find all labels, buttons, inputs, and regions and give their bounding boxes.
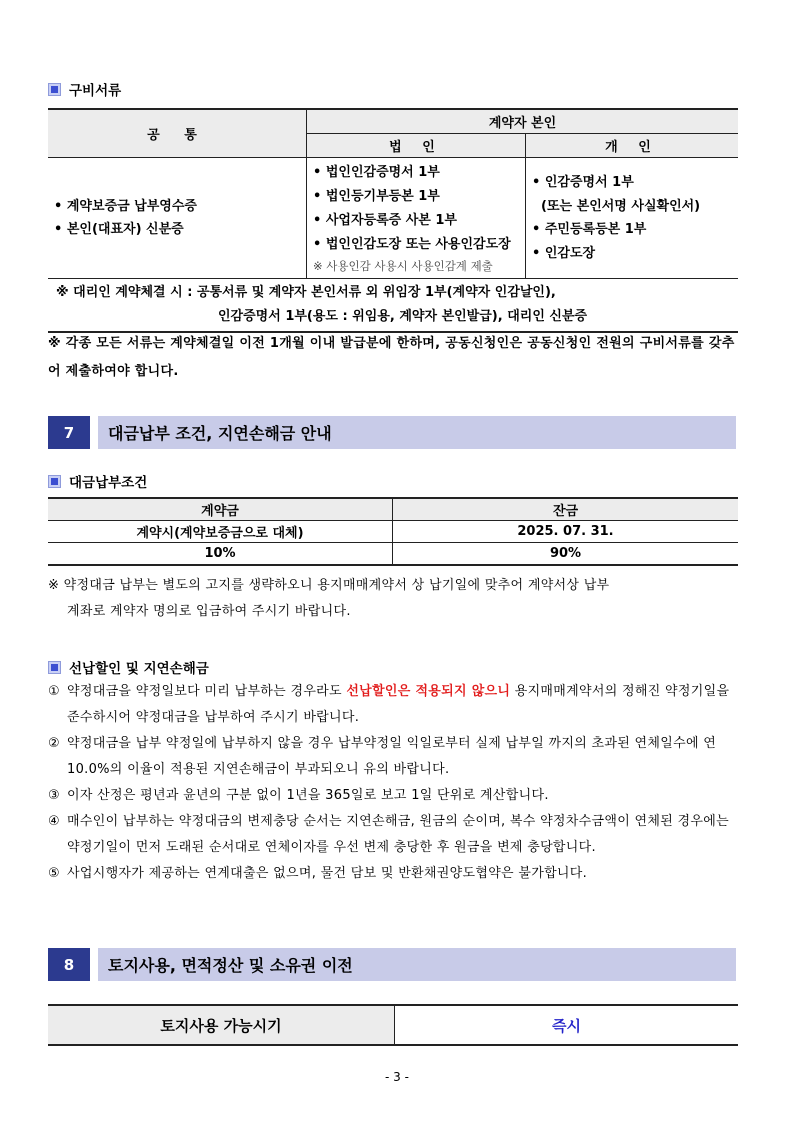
- docs-heading: 구비서류: [48, 79, 121, 99]
- corp-note: ※ 사용인감 사용시 사용인감계 제출: [313, 259, 493, 273]
- section-number: 8: [48, 948, 90, 981]
- common-docs-cell: [48, 158, 307, 279]
- agent-line-2: 인감증명서 1부(용도 : 위임용, 계약자 본인발급), 대리인 신분증: [218, 309, 588, 324]
- prepay-heading: 선납할인 및 지연손해금: [48, 657, 209, 677]
- payment-header: 계약금: [48, 498, 393, 521]
- payment-note-line-2: 계좌로 계약자 명의로 입금하여 주시기 바랍니다.: [67, 604, 351, 619]
- square-bullet-icon: [48, 475, 61, 488]
- list-item: • 주민등록등본 1부: [532, 222, 647, 237]
- page-number: - 3 -: [385, 1070, 409, 1084]
- header-corp: 법 인: [307, 134, 526, 158]
- land-use-value: 즉시: [395, 1005, 739, 1045]
- table-cell: 계약시(계약보증금으로 대체): [48, 521, 393, 543]
- square-bullet-icon: [48, 83, 61, 96]
- corp-docs-cell: [307, 158, 526, 279]
- list-item: ③ 이자 산정은 평년과 윤년의 구분 없이 1년을 365일로 보고 1일 단위로 계산합니다.: [48, 788, 549, 803]
- table-cell: 90%: [393, 543, 739, 566]
- list-item: • 계약보증금 납부영수증: [54, 198, 197, 214]
- payment-note: [48, 573, 740, 625]
- agent-line-1: ※ 대리인 계약체결 시 : 공통서류 및 계약자 본인서류 외 위임장 1부(계약자 인감날인),: [56, 285, 556, 300]
- table-cell: 10%: [48, 543, 393, 566]
- square-bullet-icon: [48, 661, 61, 674]
- list-item: • 법인인감도장 또는 사용인감도장: [313, 237, 511, 252]
- prepay-list: [48, 679, 740, 887]
- header-indiv: 개 인: [526, 134, 739, 158]
- list-item: • 본인(대표자) 신분증: [54, 222, 184, 237]
- section-number: 7: [48, 416, 90, 449]
- payment-terms-heading: 대금납부조건: [48, 471, 147, 491]
- list-item: • 사업자등록증 사본 1부: [313, 213, 457, 228]
- list-item: ④ 매수인이 납부하는 약정대금의 변제충당 순서는 지연손해금, 원금의 순이며, 복수 약정차수금액이 연체된 경우에는 약정기일이 먼저 도래된 순서대로 연체이자를 우선 변제 충당한 후 원금을 변제 충당합니다.: [48, 814, 729, 855]
- land-use-label: 토지사용 가능시기: [48, 1005, 395, 1045]
- list-item: (또는 본인서명 사실확인서): [532, 198, 701, 214]
- section-7-header: [48, 416, 736, 449]
- list-item: • 인감증명서 1부: [532, 175, 634, 190]
- list-item: • 법인인감증명서 1부: [313, 165, 440, 180]
- indiv-docs-cell: [526, 158, 739, 279]
- list-item: ② 약정대금을 납부 약정일에 납부하지 않을 경우 납부약정일 익일로부터 실제 납부일 까지의 초과된 연체일수에 연10.0%의 이율이 적용된 지연손해금이 부과되오니 유의 바랍니다.: [48, 736, 717, 777]
- docs-notice: ※ 각종 모든 서류는 계약체결일 이전 1개월 이내 발급분에 한하며, 공동신청인은 공동신청인 전원의 구비서류를 갖추어 제출하여야 합니다.: [48, 336, 735, 379]
- agent-notice-cell: [48, 279, 738, 333]
- list-item: ① 약정대금을 약정일보다 미리 납부하는 경우라도 선납할인은 적용되지 않으니 용지매매계약서의 정해진 약정기일을 준수하시어 약정대금을 납부하여 주시기 바랍니다.: [48, 684, 730, 725]
- payment-header: 잔금: [393, 498, 739, 521]
- land-use-table: [48, 1004, 738, 1046]
- section-8-header: [48, 948, 736, 981]
- header-contractor: 계약자 본인: [307, 109, 739, 134]
- list-item: • 법인등기부등본 1부: [313, 189, 440, 204]
- section-title: 토지사용, 면적정산 및 소유권 이전: [98, 948, 736, 981]
- payment-note-line-1: ※ 약정대금 납부는 별도의 고지를 생략하오니 용지매매계약서 상 납기일에 맞추어 계약서상 납부: [48, 578, 610, 593]
- highlight-text: 선납할인은 적용되지 않으니: [346, 684, 511, 699]
- section-title: 대금납부 조건, 지연손해금 안내: [98, 416, 736, 449]
- header-common: 공 통: [48, 109, 307, 158]
- list-item: ⑤ 사업시행자가 제공하는 연계대출은 없으며, 물건 담보 및 반환채권양도협약은 불가합니다.: [48, 866, 588, 881]
- required-docs-table: [48, 108, 738, 333]
- list-item: • 인감도장: [532, 245, 596, 261]
- table-cell: 2025. 07. 31.: [393, 521, 739, 543]
- payment-table: [48, 497, 738, 566]
